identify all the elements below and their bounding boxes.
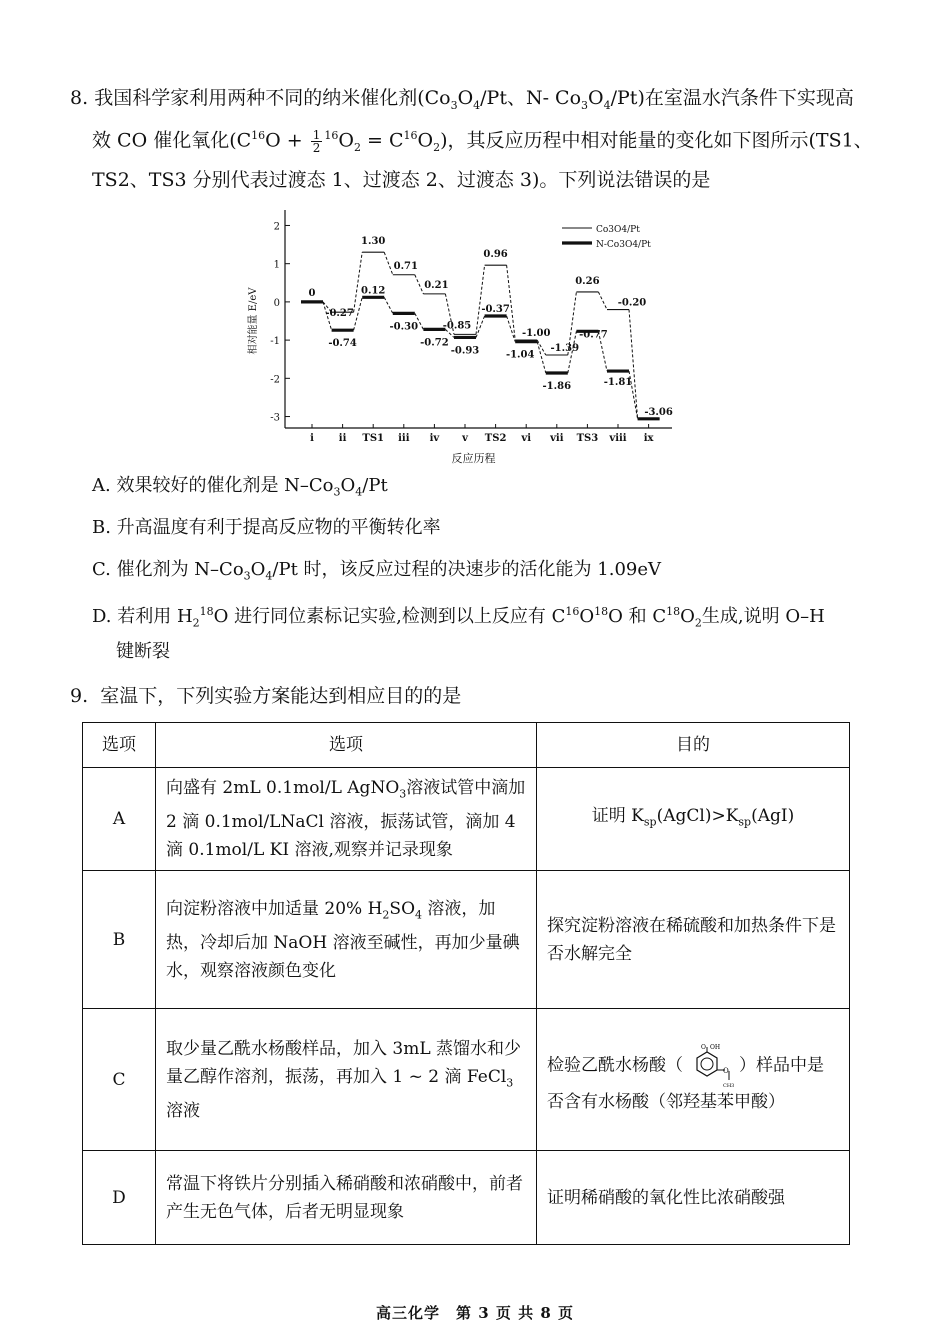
data-label: -1.00: [521, 328, 551, 340]
q8-option-a: A. 效果较好的催化剂是 $N-Co_3O_4/Pt$: [92, 475, 388, 499]
connector: [476, 265, 485, 334]
connector: [507, 316, 516, 342]
row-goal: 证明稀硝酸的氧化性比浓硝酸强: [537, 1151, 850, 1245]
y-tick-label: 0: [273, 297, 280, 309]
q9-stem: 9. 室温下，下列实验方案能达到相应目的的是: [70, 685, 462, 707]
q8-line-1: 8. 我国科学家利用两种不同的纳米催化剂($Co_3O_4/Pt$、N- $Co_3O_4/Pt$)在室温水汽条件下实现高: [70, 87, 854, 112]
row-plan: 向盛有 2mL 0.1mol/L AgNO$_3$溶液试管中滴加 2 滴 0.1mol/LNaCl 溶液，振荡试管，滴加 4 滴 0.1mol/L KI 溶液,观察并记录现象: [156, 768, 537, 871]
x-tick-label: TS3: [576, 433, 599, 444]
data-label: -0.93: [450, 345, 480, 357]
q8-option-c: C. 催化剂为 $N-Co_3O_4/Pt$ 时，该反应过程的决速步的活化能为 1.09eV: [92, 559, 662, 583]
table-row: [83, 768, 850, 871]
y-tick-label: -3: [270, 412, 280, 424]
acetylsalicylic-acid-structure-icon: [683, 1044, 739, 1088]
data-label: 0.21: [424, 279, 449, 291]
data-label: -0.30: [389, 321, 419, 333]
x-tick-label: TS2: [484, 433, 507, 444]
x-tick-label: i: [310, 433, 314, 444]
energy-profile-chart: [240, 206, 680, 468]
connector: [537, 342, 546, 373]
data-label: -1.04: [505, 349, 535, 361]
chart-labels: [309, 236, 673, 418]
connector: [629, 310, 638, 419]
row-goal: 探究淀粉溶液在稀硫酸和加热条件下是否水解完全: [537, 871, 850, 1009]
data-label: -0.72: [420, 337, 449, 349]
row-label: A: [83, 768, 156, 871]
header-goal: 目的: [537, 723, 850, 768]
header-plan: 选项: [156, 723, 537, 768]
row-label: D: [83, 1151, 156, 1245]
data-label: -0.20: [617, 297, 647, 309]
row-plan: 取少量乙酰水杨酸样品，加入 3mL 蒸馏水和少量乙醇作溶剂，振荡，再加入 1 ~ 2 滴 FeCl$_3$溶液: [156, 1009, 537, 1151]
q8-line-3: TS2、TS3 分别代表过渡态 1、过渡态 2、过渡态 3)。下列说法错误的是: [92, 169, 711, 191]
y-tick-label: -1: [270, 336, 280, 348]
connector: [384, 297, 393, 313]
data-label: -0.74: [328, 338, 357, 350]
row-label: B: [83, 871, 156, 1009]
data-label: 0.12: [361, 285, 386, 297]
y-tick-label: 2: [273, 221, 280, 233]
row-plan: 常温下将铁片分别插入稀硝酸和浓硝酸中，前者产生无色气体，后者无明显现象: [156, 1151, 537, 1245]
connector: [384, 252, 393, 275]
row-goal: 检验乙酰水杨酸（ O OH O CH3 ）样品中是否含有水杨酸（邻羟基苯甲酸）: [537, 1009, 850, 1151]
y-tick-label: -2: [270, 374, 280, 386]
legend-label: Co3O4/Pt: [596, 225, 640, 235]
x-tick-label: TS1: [362, 433, 385, 444]
q9-table: [82, 722, 850, 1245]
data-label: -0.37: [481, 304, 510, 316]
legend-label: N-Co3O4/Pt: [596, 240, 651, 250]
data-label: 0.96: [483, 249, 508, 261]
data-label: -3.06: [644, 406, 673, 418]
x-tick-label: viii: [609, 433, 627, 444]
connector: [598, 292, 607, 310]
fraction-one-half: $\frac{1}{2}$: [312, 127, 321, 155]
row-goal: 证明 $K_{sp}(AgCl)>K_{sp}(AgI)$: [537, 768, 850, 871]
page-footer: 高三化学 第 3 页 共 8 页: [376, 1304, 574, 1322]
q8-line-2: 效 CO 催化氧化($C^{16}O$ + $\frac{1}{2}$ $^{16}O_2 = C^{16}O_2$)，其反应历程中相对能量的变化如下图所示(TS1、: [92, 127, 873, 155]
table-row: [83, 871, 850, 1009]
x-tick-label: vii: [550, 433, 564, 444]
data-label: 1.30: [361, 236, 386, 248]
table-row: [83, 1009, 850, 1151]
x-tick-label: v: [462, 433, 468, 444]
data-label: -1.86: [542, 380, 572, 392]
row-label: C: [83, 1009, 156, 1151]
connector: [507, 265, 516, 340]
x-tick-label: iv: [429, 433, 440, 444]
x-tick-label: ix: [643, 433, 654, 444]
data-label: -1.81: [603, 377, 633, 389]
q8-option-d-cont: 键断裂: [116, 641, 170, 662]
y-tick-label: 1: [273, 259, 280, 271]
header-option: 选项: [83, 723, 156, 768]
svg-text:O: O: [723, 1066, 729, 1075]
table-header-row: [83, 723, 850, 768]
data-label: -0.77: [579, 329, 608, 341]
y-axis-label: 相对能量 E/eV: [248, 287, 259, 355]
q8-option-b: B. 升高温度有利于提高反应物的平衡转化率: [92, 517, 441, 538]
x-tick-label: iii: [398, 433, 410, 444]
data-label: -1.39: [550, 343, 580, 355]
table-row: [83, 1151, 850, 1245]
svg-text:O: O: [701, 1043, 706, 1051]
x-tick-label: vi: [521, 433, 532, 444]
x-axis-label: 反应历程: [451, 452, 496, 465]
q8-option-d: D. 若利用 $H_2^{18}O$ 进行同位素标记实验,检测到以上反应有 $C^{16}O^{18}O$ 和 $C^{18}O_2$生成,说明 O–H: [92, 605, 825, 630]
svg-text:CH3: CH3: [723, 1082, 735, 1088]
connector: [415, 275, 424, 294]
data-label: 0: [308, 287, 316, 299]
data-label: -0.85: [442, 320, 472, 332]
x-tick-label: ii: [338, 433, 347, 444]
data-label: -0.27: [325, 308, 354, 320]
svg-text:OH: OH: [710, 1043, 721, 1051]
data-label: 0.71: [393, 260, 418, 272]
chart-legend: [562, 225, 651, 250]
data-label: 0.26: [575, 275, 600, 287]
row-plan: 向淀粉溶液中加适量 20% $H_2SO_4$ 溶液，加热，冷却后加 NaOH 溶液至碱性，再加少量碘水，观察溶液颜色变化: [156, 871, 537, 1009]
